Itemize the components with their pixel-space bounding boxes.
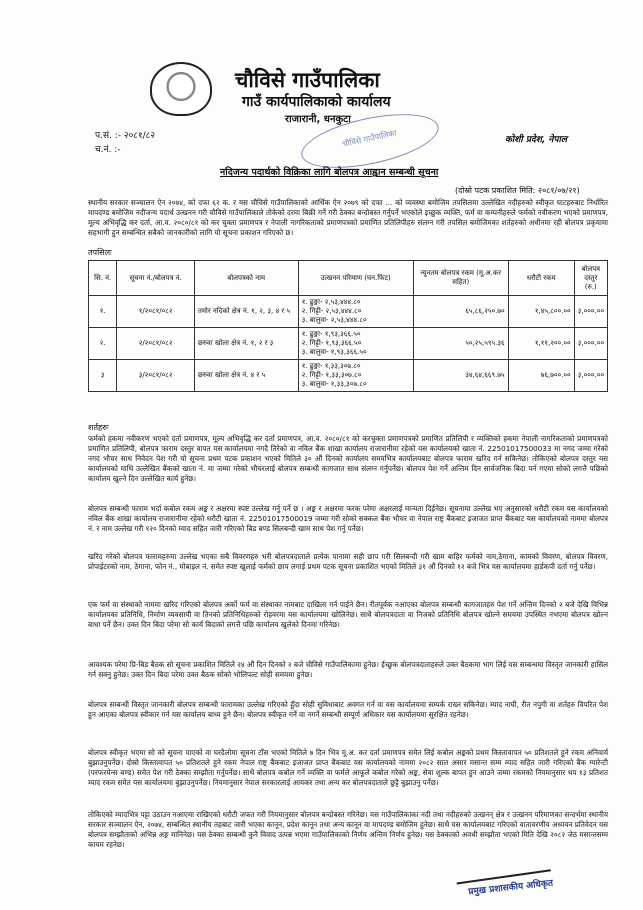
table-row: [89, 328, 608, 360]
cell-name: छरुवा खोला क्षेत्र नं. १, २ र ३: [194, 328, 298, 360]
province-name: कोशी प्रदेश, नेपाल: [505, 135, 567, 145]
qty-line: ३. बालुवा- २,५३,४४४.८०: [301, 316, 367, 324]
qty-line: १. ढुङ्गा- २,५३,४४४.८०: [301, 298, 361, 306]
cell-fee: ३,०००.००: [574, 328, 607, 360]
cell-sn: ३: [89, 360, 117, 392]
qty-line: १. ढुङ्गा- १,३३,३०७.८०: [301, 362, 361, 370]
table-header-row: [89, 261, 608, 296]
header-notice-no: सूचना नं./बोलपत्र नं.: [117, 261, 194, 296]
qty-line: २. गिट्टी- १,३३,३०७.८०: [301, 371, 362, 379]
header-quantity: उत्खनन परिमाण (घन.फिट): [298, 261, 413, 296]
cell-notice-no: २/२०८१/०८२: [117, 328, 194, 360]
cell-fee: ३,०००.००: [574, 360, 607, 392]
qty-line: २. गिट्टी- १,९३,३६६.५०: [301, 339, 362, 347]
header-deposit: धरौटी रकम: [508, 261, 574, 296]
qty-line: २. गिट्टी- २,५३,४४४.८०: [301, 307, 362, 315]
table-row: [89, 360, 608, 392]
cell-min-amount: ३४,६४,६६९.७५: [413, 360, 508, 392]
cell-deposit: १,४५,८००.००: [508, 296, 574, 328]
header-min-amount: न्यूनतम बोलपत्र रकम (मू.अ.कर सहित): [413, 261, 508, 296]
office-stamp: चौविसे गाउँपालिका: [297, 104, 444, 178]
cell-quantity: [298, 360, 413, 392]
term-paragraph: बोलपत्र सम्बन्धी फाराम भर्दा कबोल रकम अङ्क र अक्षरमा स्पष्ट उल्लेख गर्नु पर्ने छ । अङ्क र अक्षरमा फरक परेमा अक्षरलाई मान्यता दिईनेछ। सूचनामा उल्लेख भए अनुसारको धरौटी रकम यस कार्यालयको नविल बैंक शाखा कार्यालय राजारानीमा रहेको धरौटी खाता नं. 22501017500019 जम्मा गरी सोको सक्कल बैंक भौचर वा नेपाल राष्ट्र बैंकबाट इजाजत प्राप्त बैंकबाट यस कार्यालयको नाममा बोलपत्र नं. र नाम उल्लेख गरी १२० दिनको म्याद सहित जारी गरिएको बिड बण्ड सिलबन्दी खाम साथ पेश गर्नु पर्नेछ।: [88, 504, 608, 533]
cell-deposit: १,११,२००.००: [508, 328, 574, 360]
government-emblem-icon: [150, 62, 212, 116]
table-label: तपसिलः: [88, 248, 112, 257]
cell-quantity: [298, 328, 413, 360]
cell-name: तमोर नदिको क्षेत्र नं. १, २, ३, ४ र ५: [194, 296, 298, 328]
qty-line: ३. बालुवा- १,३३,३०७.८०: [301, 380, 367, 388]
cell-deposit: ७६,७००.००: [508, 360, 574, 392]
cell-min-amount: ५०,२५,५९५.३६: [413, 328, 508, 360]
header-sn: सि. नं.: [89, 261, 117, 296]
header-name: बोलपत्रको नाम: [194, 261, 298, 296]
cell-fee: ३,०००.००: [574, 296, 607, 328]
tender-table: [88, 260, 608, 392]
cell-sn: १.: [89, 296, 117, 328]
term-paragraph: बोलपत्र सम्बन्धी विस्तृत जानकारी बोलपत्र सम्बन्धी फारामका उल्लेख गरिएको हुँदा सोही सुविधाबाट अवगत गर्न वा यस कार्यालयमा सम्पर्क राख्न सकिनेछ। म्याद नाघी, रीत नपुगी वा शर्तहरु विपरित पेश हुन आएका बोलपत्र स्वीकार गर्न यस कार्यालय बाध्य हुने छैन। बोलपत्र स्वीकृत गर्ने वा नगर्ने सम्बन्धी सम्पूर्ण अधिकार यस कार्यालयमा सुरक्षित रहनेछ।: [88, 700, 608, 719]
term-paragraph: तोकिएको म्यादभित्र पट्टा उठाउन नआएमा राखिएको धरौटी जफत गरी नियमानुसार बोलपत्र बन्दोबस्त गरिनेछ। यस गाउँपालिकाका नदी तथा नदीहरुको उत्खनन् क्षेत्र र उत्खनन परिमाणका सन्दर्भमा स्थानीय सरकार सञ्चालन ऐन, २०७४, सम्बन्धित स्थानीय तहबाट जारी भएका कानून, प्रदेश कानून तथा अन्य कानून वा मापदण्ड बमोजिम हुनेछ। साथै यस कार्यालयबाट गरिएको वातावरणीय अध्ययन प्रतिवेदन यस बोलपत्र सम्झौताको अभिन्न अङ्ग मानिनेछ। यस ठेक्का सम्बन्धी कुनै विवाद उत्पन्न भएमा गाउँपालिकाको निर्णय अन्तिम निर्णय हुनेछ। यस ठेक्काको अवधी सम्झौता भएको मिति देखि २०८२ जेठ मसान्तसम्म कायम रहनेछ।: [88, 810, 608, 849]
intro-paragraph: स्थानीय सरकार सञ्चालन ऐन २०७४, को दफा ६२ क. र यस चौविसे गाउँपालिकाको आर्थिक ऐन २०७९ को दफा ... को व्यवस्था बमोजिम तपसिलमा उल्लेखित नदीहरुको स्वीकृत घाटहरुबाट निर्धारित मापदण्ड बमोजिम नदीजन्य पदार्थ उत्खनन गरी चौविसे गाउँपालिकाले तोकेको दरमा बिक्री गर्ने गरी ठेक्का बन्दोबस्त गर्नुपर्ने भएकोले इच्छुक व्यक्ति, फर्म वा कम्पनीहरुले फर्मको नवीकरण भएको प्रमाणपत्र, मूल्य अभिवृद्धि कर दर्ता, आ.व. २०८०/८१ को कर चुक्ता प्रमाणपत्र र नेपाली नागरिकताको प्रमाणपत्रको प्रमाणित प्रतिलिपीहरु संलग्न गरी तपसिल बमोजिमका शर्तहरुको अधीनमा रही बोलपत्र प्रकृयामा सहभागी हुन सम्बन्धित सबैको जानकारीको लागि यो सूचना प्रकाशन गरिएको छ।: [88, 198, 608, 237]
term-paragraph: बोलपत्र स्वीकृत भएमा सो को सूचना पाएको वा घरदैलोमा सूचना टाँस भएको मितिले ७ दिन भित्र मू.अ. कर दर्ता प्रमाणपत्र समेत लिई कबोल अङ्कको प्रथम किस्तावापत ५० प्रतिशतले हुने रकम अनिवार्य बुझाउनुपर्नेछ। दोस्रो किस्तावापत ५० प्रतिशतले हुने रकम नेपाल राष्ट्र बैंकबाट इजाजत प्राप्त बैंकबाट यस कार्यालयको नाममा २०८२ साल असार मसान्त सम्म म्याद सहित जारी गरिएको बैंक ग्यारेन्टी (परफरमेन्स बण्ड) समेत पेश गरी ठेक्का सम्झौता गर्नुपर्नेछ। साथै बोलपत्र कबोल गर्ने व्यक्ति वा फर्मले आफूले कबोल गरेको अङ्क, सेवा शुल्क बापत हुन आउने जम्मा रकमको नियमानुसार थप १३ प्रतिशत म्याद रकम समेत यस कार्यालयमा बुझाउनुपर्नेछ। नियमानुसार नेपाल सरकारलाई आयकर तथा अन्य कर बोलपत्रदाताले छुट्टै बुझाउनु पर्नेछ।: [88, 748, 608, 787]
table-row: [89, 296, 608, 328]
cell-notice-no: ३/२०८१/०८२: [117, 360, 194, 392]
organization-name: चौविसे गाउँपालिका: [235, 68, 380, 92]
letter-number: प.सं. :- २०८१/८२: [95, 131, 156, 141]
dispatch-number: च.नं. :-: [95, 145, 121, 155]
office-location: राजारानी, धनकुटा: [285, 114, 351, 125]
cell-notice-no: १/२०८१/०८२: [117, 296, 194, 328]
term-paragraph: फर्मको हकमा नवीकरण भएको दर्ता प्रमाणपत्र, मूल्य अभिवृद्धि कर दर्ता प्रमाणपत्र, आ.व. २०८०/८१ को करचुक्ता प्रमाणपत्रको प्रमाणित प्रतिलिपी र व्यक्तिको हकमा नेपाली नागरिकताको प्रमाणपत्रको प्रमाणित प्रतिलिपी, बोलपत्र फाराम दस्तुर वापत यस कार्यालयमा नगदै तिरेको वा नविल बैंक शाखा कार्यालय राजारानीमा रहेको यस कार्यालयको खाता नं. 22501017500033 मा नगद जम्मा गरेको नगद भौचर साथ निवेदन पेश गरी यो सूचना प्रथम पटक प्रकाशन भएको मितिले ३० औं दिनको कार्यालय समयभित्र कार्यालयबाट बोलपत्र फाराम खरिद गर्न सकिनेछ। तोकिएको बोलपत्र दस्तुर यस कार्यालयको माथि उल्लेखित बैंकको खाता नं. मा जम्मा गरेको भौचरलाई बोलपत्र सम्बन्धी कागजात साथ संलग्न गर्नुपर्नेछ। बोलपत्र पेश गर्ने अन्तिम दिन सार्वजनिक बिदा पर्न गएमा सोको लगत्तै पछिको कार्यालय खुल्ने दिन उल्लेखित कार्य हुनेछ।: [88, 434, 608, 483]
cell-sn: २.: [89, 328, 117, 360]
qty-line: १. ढुङ्गा- १,९३,३६६.५०: [301, 330, 361, 338]
term-paragraph: एक फर्म वा संस्थाको नाममा खरिद गरिएको बोलपत्र अर्को फर्म वा संस्थाका नामबाट दाखिला गर्न पाईने छैन। रीतपूर्वक नआएका बोलपत्र सम्बन्धी कागजातहरु पेश गर्ने अन्तिम दिनको २ बजे देखि विभिन्न कार्यालयका प्रतिनिधि, निर्माण व्यवसायी वा तिनको प्रतिनिधिहरुको रोहवरमा यस कार्यालयमा खोलिनेछ। साथै बोलपत्रदाता वा निजको प्रतिनिधि बोलपत्र खोल्ने समयमा उपस्थित नभएमा बोलपत्र खोल्न बाधा पर्ने छैन। उक्त दिन बिदा परेमा सो कार्य बिदाको लगत्तै पछि कार्यालय खुलेको दिनमा गरिनेछ।: [88, 600, 608, 629]
published-date: (दोस्रो पटक प्रकाशित मिति: २०८१/०७/२१): [455, 186, 580, 195]
notice-title: नदिजन्य पदार्थको विक्रिका लागि बोलपत्र आह्वान सम्बन्धी सूचना: [220, 167, 439, 178]
cell-quantity: [298, 296, 413, 328]
cell-min-amount: ६५,८६,२५०.७०: [413, 296, 508, 328]
term-paragraph: आवश्यक परेमा प्रि-बिड बैठक सो सूचना प्रकाशित मितिले २४ औं दिन दिनको २ बजे चौविसे गाउँपालिकामा हुनेछ। ईच्छुक बोलपत्रदाताहरुले उक्त बैठकमा भाग लिई यस सम्बन्धमा विस्तृत जानकारी हासिल गर्न सक्नु हुनेछ। उक्त दिन बिदा परेमा उक्त बैठक सोको भोलिपल्ट सोही समयमा हुनेछ।: [88, 660, 608, 679]
terms-label: शर्तहरुः: [88, 423, 109, 432]
qty-line: ३. बालुवा- १,९३,३६६.५०: [301, 348, 367, 356]
office-name: गाउँ कार्यपालिकाको कार्यालय: [242, 94, 391, 110]
cell-name: छरुवा खोला क्षेत्र नं. ४ र ५: [194, 360, 298, 392]
header-fee: बोलपत्र दस्तुर (रु.): [574, 261, 607, 296]
signatory-title: प्रमुख प्रशासकीय अधिकृत: [467, 878, 554, 898]
term-paragraph: खरिद गरेको बोलपत्र फारामहरुमा उल्लेख भएका सबै विवरणहरु भरी बोलपत्रदाताले प्रत्येक पानामा सही छाप गरी सिलबन्दी गरी खाम बाहिर फर्मको नाम,ठेगाना, कामको विवरण, बोलपत्र विवरण, प्रोपाईटरको नाम, ठेगाना, फोन नं., मोबाइल नं. समेत स्पष्ट खुलाई फर्मको छाप लगाई प्रथम पटक सूचना प्रकाशित भएको मितिले ३१ औं दिनको १२ बजे भित्र यस कार्यालयमा हार्डकपी दर्ता गर्नु पर्नेछ।: [88, 552, 608, 571]
